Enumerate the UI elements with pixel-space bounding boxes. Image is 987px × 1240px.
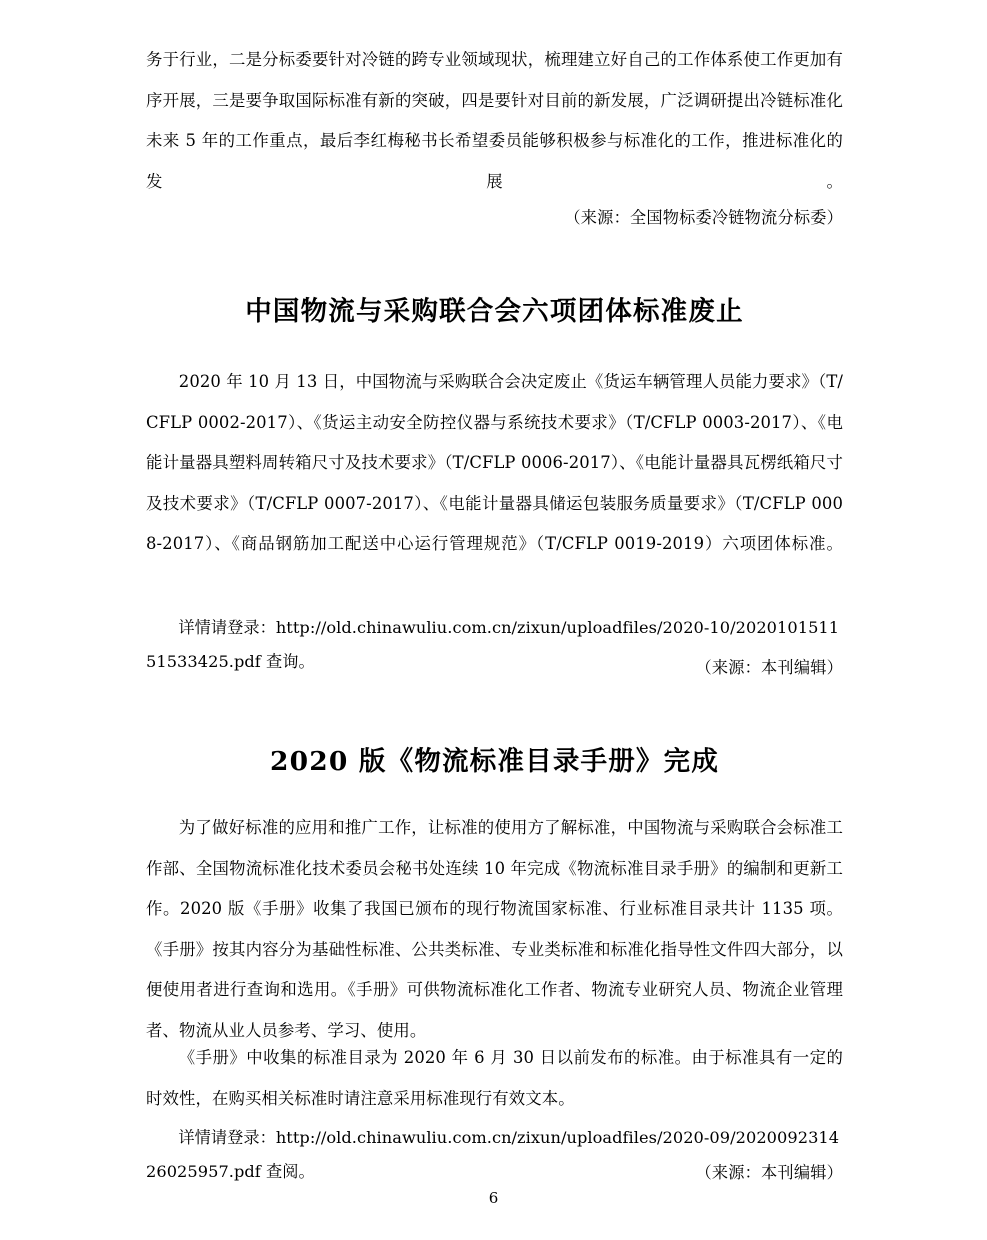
continued-paragraph-text: 务于行业，二是分标委要针对冷链的跨专业领域现状，梳理建立好自己的工作体系使工作更加有序开展，三是要争取国际标准有新的突破，四是要针对目前的新发展，广泛调研提出冷链标准化未来 5 年的工作重点，最后李红梅秘书长希望委员能够积极参与标准化的工作，推进标准化的发展。 <box>146 50 843 191</box>
article-2-detail-url-line: 详情请登录：http://old.chinawuliu.com.cn/zixun/uploadfiles/2020-09/202009231426025957.pdf 查阅。 <box>146 1128 840 1181</box>
article-1-source-attribution: （来源：本刊编辑） <box>695 658 843 677</box>
article-1-body-text: 2020 年 10 月 13 日，中国物流与采购联合会决定废止《货运车辆管理人员能力要求》（T/CFLP 0002-2017）、《货运主动安全防控仪器与系统技术要求》（T/CFLP 0003-2017）、《电能计量器具塑料周转箱尺寸及技术要求》（T/CFLP 0006-2017）、《电能计量器具瓦楞纸箱尺寸及技术要求》（T/CFLP 0007-2017）、《电能计量器具储运包装服务质量要求》（T/CFLP 0008-2017）、《商品钢筋加工配送中心运行管理规范》（T/CFLP 0019-2019）六项团体标准。 <box>146 372 843 553</box>
source-attribution-block-2 <box>146 651 843 685</box>
article-2-source-attribution: （来源：本刊编辑） <box>695 1163 843 1182</box>
article-2-body-block-2 <box>146 1038 843 1119</box>
article-2-body-paragraph-2: 《手册》中收集的标准目录为 2020 年 6 月 30 日以前发布的标准。由于标准具有一定的时效性，在购买相关标准时请注意采用标准现行有效文本。 <box>146 1048 843 1108</box>
article-2-body-paragraph-1: 为了做好标准的应用和推广工作，让标准的使用方了解标准，中国物流与采购联合会标准工作部、全国物流标准化技术委员会秘书处连续 10 年完成《物流标准目录手册》的编制和更新工作。2020 版《手册》收集了我国已颁布的现行物流国家标准、行业标准目录共计 1135 项。《手册》按其内容分为基础性标准、公共类标准、专业类标准和标准化指导性文件四大部分，以便使用者进行查询和选用。《手册》可供物流标准化工作者、物流专业研究人员、物流企业管理者、物流从业人员参考、学习、使用。 <box>146 818 843 1040</box>
page-number: 6 <box>488 1189 499 1207</box>
article-2-heading: 2020 版《物流标准目录手册》完成 <box>269 746 720 777</box>
article-1-heading-block <box>146 295 843 328</box>
source-attribution-block-3 <box>146 1156 843 1190</box>
source-attribution-block-1 <box>146 201 843 235</box>
continued-paragraph-block <box>146 40 843 202</box>
article-1-body-block <box>146 362 843 565</box>
source-attribution-1: （来源：全国物标委冷链物流分标委） <box>564 208 843 227</box>
article-1-heading: 中国物流与采购联合会六项团体标准废止 <box>245 296 744 327</box>
article-2-body-block-1 <box>146 808 843 1051</box>
article-1-detail-url-line: 详情请登录：http://old.chinawuliu.com.cn/zixun/uploadfiles/2020-10/202010151151533425.pdf 查询。 <box>146 618 840 671</box>
article-2-heading-block <box>146 745 843 778</box>
